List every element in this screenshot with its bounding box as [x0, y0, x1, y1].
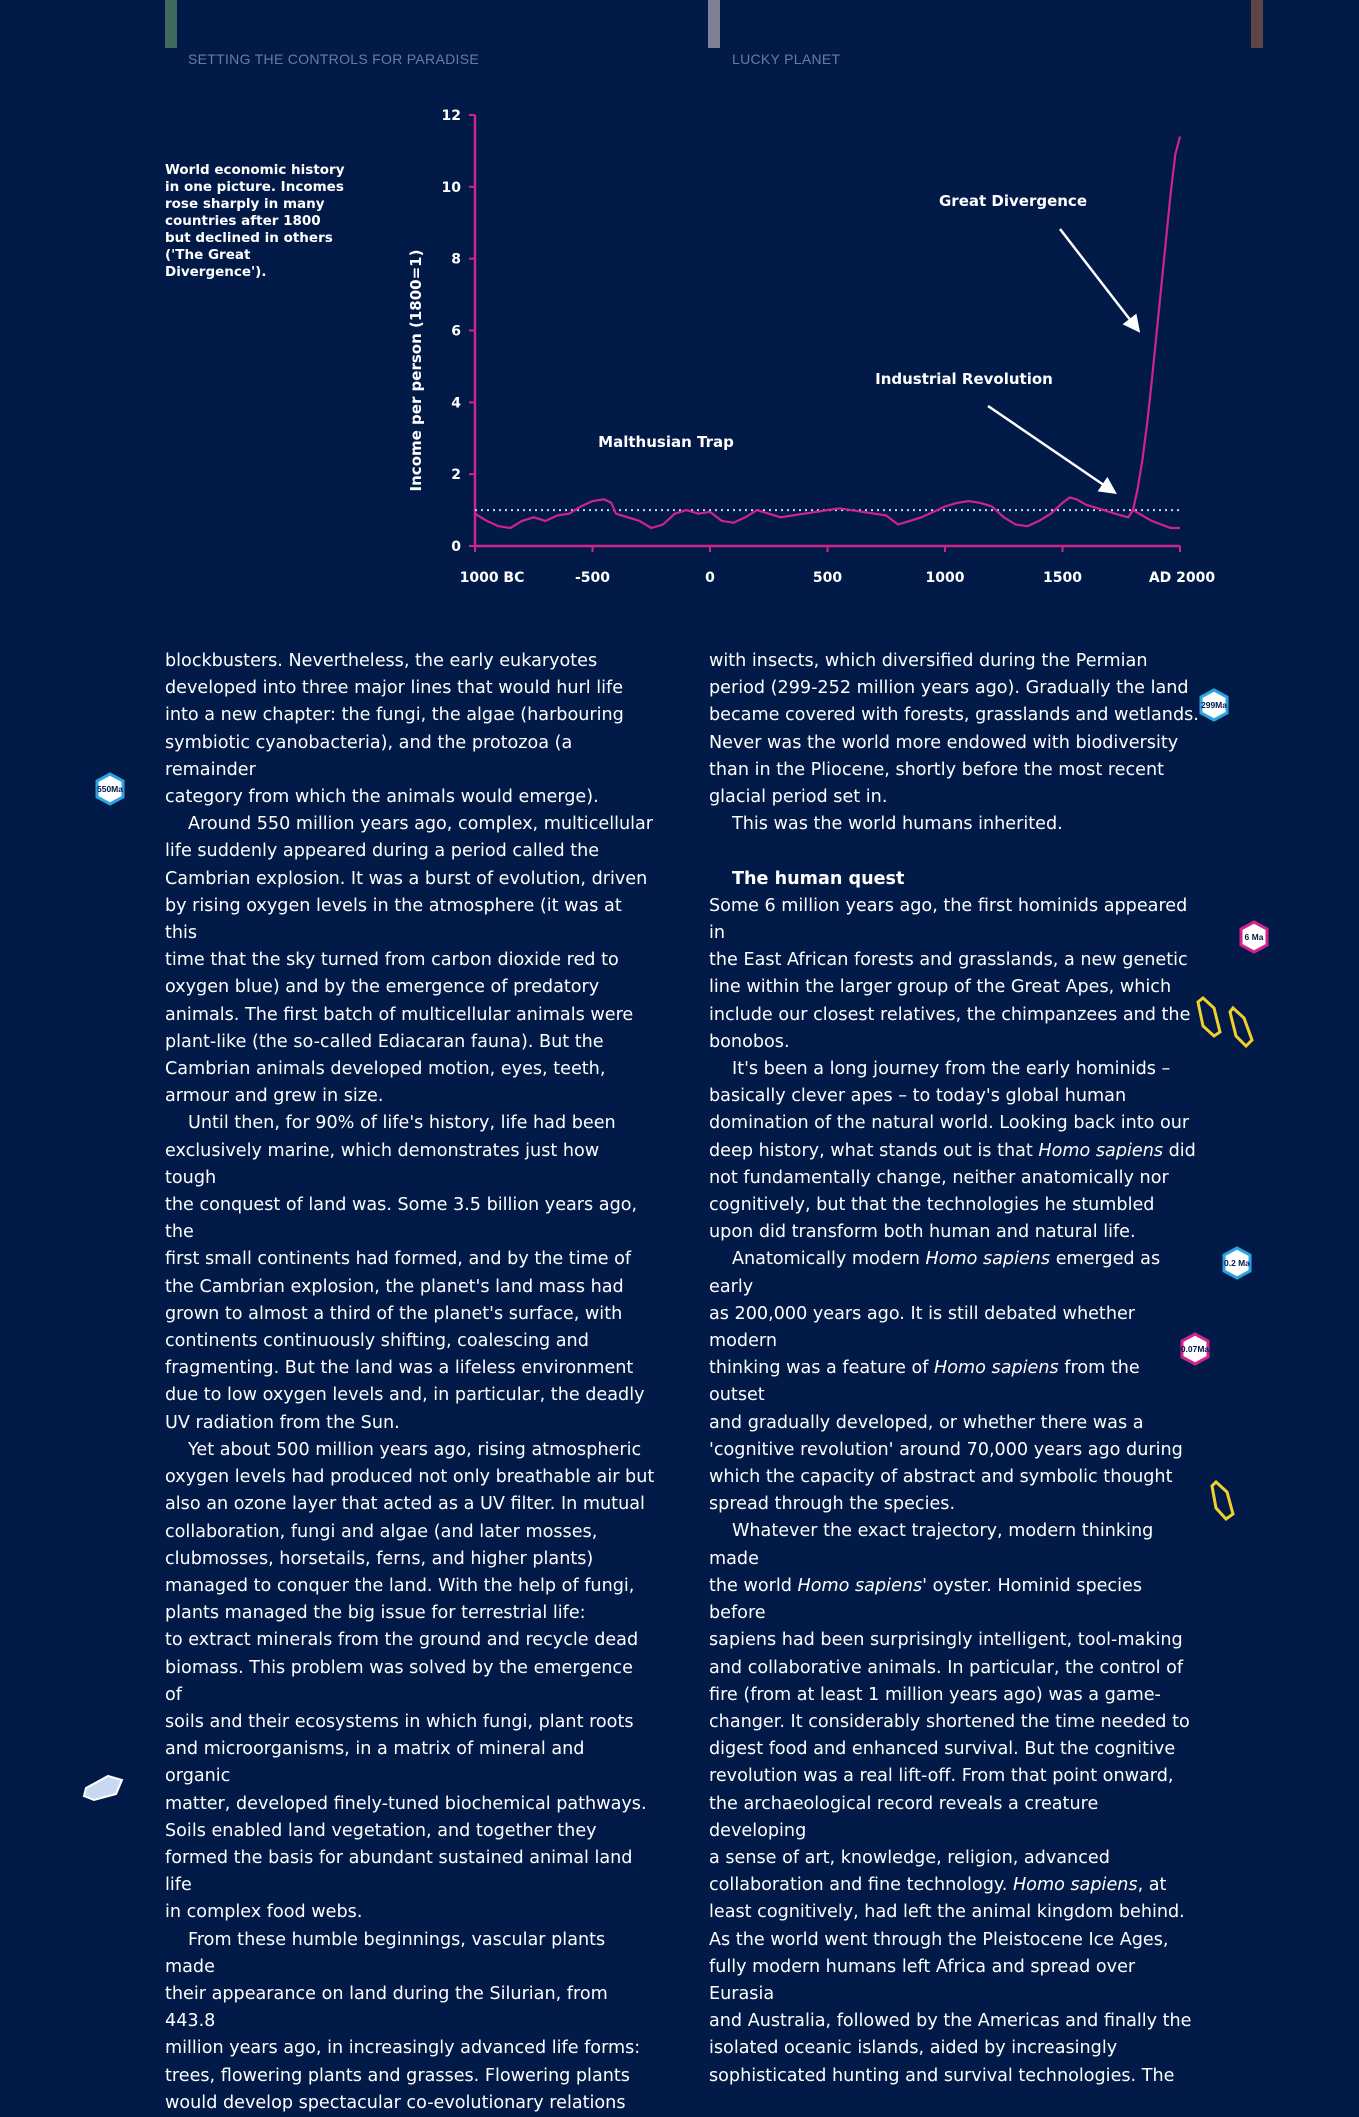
- species-name: Homo sapiens: [934, 1358, 1059, 1379]
- paragraph: Anatomically modern Homo sapiens emerged as early as 200,000 years ago. It is still debated whether modern thinking was a feature of Homo sapiens from the outset and gradually developed, or whether there was a 'cognitive revolution' around 70,000 years ago during which the capacity of abstract and symbolic thought spread through the species.: [709, 1249, 1183, 1515]
- x-tick-label: -500: [574, 570, 611, 586]
- paragraph: From these humble beginnings, vascular plants made their appearance on land during the Silurian, from 443.8 million years ago, in increasingly advanced life forms: trees, flowering plants and grasses. Flowering plants would develop spectacular co-evolutionary relations: [165, 1929, 641, 2113]
- paragraph: This was the world humans inherited.: [732, 814, 1063, 835]
- x-tick-label: 500: [812, 570, 843, 586]
- chart-annotation: Malthusian Trap: [598, 433, 734, 451]
- chart-annotation: Industrial Revolution: [875, 370, 1053, 388]
- paragraph: blockbusters. Nevertheless, the early eukaryotes developed into three major lines that would hurl life into a new chapter: the fungi, the algae (harbouring symbiotic cyanobacteria), and the protozoa (a remainder category from which the animals would emerge).: [165, 651, 624, 808]
- crystal-icon: [1230, 1008, 1252, 1046]
- paragraph: Yet about 500 million years ago, rising atmospheric oxygen levels had produced not only breathable air but also an ozone layer that acted as a UV filter. In mutual collaboration, fungi and algae (and later mosses, clubmosses, horsetails, ferns, and higher plants) managed to conquer the land. With the help of fungi, plants managed the big issue for terrestrial life: to extract minerals from the ground and recycle dead biomass. This problem was solved by the emergence of soils and their ecosystems in which fungi, plant roots and microorganisms, in a matrix of mineral and organic matter, developed finely-tuned biochemical pathways. Soils enabled land vegetation, and together they formed the basis for abundant sustained animal land life in complex food webs.: [165, 1439, 655, 1923]
- marker-label: 299Ma: [1201, 700, 1227, 710]
- crystal-icon: [1198, 998, 1220, 1036]
- running-head-right: LUCKY PLANET: [732, 51, 841, 67]
- paragraph: Around 550 million years ago, complex, multicellular life suddenly appeared during a period called the Cambrian explosion. It was a burst of evolution, driven by rising oxygen levels in the atmosphere (it was at this time that the sky turned from carbon dioxide red to oxygen blue) and by the emergence of predatory animals. The first batch of multicellular animals were plant-like (the so-called Ediacaran fauna). But the Cambrian animals developed motion, eyes, teeth, armour and grew in size.: [165, 814, 654, 1107]
- y-tick-label: 4: [451, 395, 461, 412]
- marker-label: 550Ma: [97, 784, 123, 794]
- x-tick-label: 1000: [925, 570, 965, 586]
- species-name: Homo sapiens: [797, 1575, 923, 1596]
- species-name: Homo sapiens: [925, 1249, 1051, 1270]
- species-name: Homo sapiens: [1012, 1875, 1138, 1896]
- paragraph: Until then, for 90% of life's history, life had been exclusively marine, which demonstrates just how tough the conquest of land was. Some 3.5 billion years ago, the first small continents had formed, and by the time of the Cambrian explosion, the planet's land mass had grown to almost a third of the planet's surface, with continents continuously shifting, coalescing and fragmenting. But the land was a lifeless environment due to low oxygen levels and, in particular, the deadly UV radiation from the Sun.: [165, 1113, 645, 1433]
- crystal-icon: [84, 1776, 122, 1800]
- paragraph: with insects, which diversified during the Permian period (299-252 million years ago). Gradually the land became covered with forests, grasslands and wetlands. Never was the world more endowed with biodiversity than in the Pliocene, shortly before the most recent glacial period set in.: [709, 651, 1199, 808]
- paragraph: Some 6 million years ago, the first hominids appeared in the East African forests and grasslands, a new genetic line within the larger group of the Great Apes, which include our closest relatives, the chimpanzees and the bonobos.: [709, 895, 1191, 1052]
- species-name: Homo sapiens: [1038, 1140, 1164, 1161]
- y-tick-label: 10: [441, 179, 461, 196]
- marker-label: 0.07Ma: [1180, 1344, 1210, 1354]
- figure-caption: World economic history in one picture. Incomes rose sharply in many countries after 1800 but declined in others ('The Great Divergence').: [165, 162, 345, 280]
- x-tick-label: 1000 BC: [459, 570, 525, 586]
- marker-label: 0.2 Ma: [1224, 1258, 1250, 1268]
- chart-annotation: Great Divergence: [939, 192, 1087, 210]
- x-tick-label: AD 2000: [1148, 570, 1216, 586]
- y-tick-label: 6: [451, 323, 461, 340]
- y-tick-label: 2: [451, 467, 461, 484]
- y-tick-label: 0: [451, 539, 461, 555]
- marker-label: 6 Ma: [1244, 932, 1264, 942]
- crystal-icon: [1212, 1482, 1233, 1519]
- section-heading: The human quest: [732, 868, 905, 889]
- paragraph: It's been a long journey from the early hominids – basically clever apes – to today's global human domination of the natural world. Looking back into our deep history, what stands out is that Homo sapiens did not fundamentally change, neither anatomically nor cognitively, but that the technologies he stumbled upon did transform both human and natural life.: [709, 1059, 1196, 1243]
- running-head-left: SETTING THE CONTROLS FOR PARADISE: [188, 51, 479, 67]
- paragraph: Whatever the exact trajectory, modern thinking made the world Homo sapiens' oyster. Hominid species before sapiens had been surprisingly intelligent, tool-making and collaborative animals. In particular, the control of fire (from at least 1 million years ago) was a game- changer. It considerably shortened the time needed to digest food and enhanced survival. But the cognitive revolution was a real lift-off. From that point onward, the archaeological record reveals a creature developing a sense of art, knowledge, religion, advanced collaboration and fine technology. Homo sapiens, at least cognitively, had left the animal kingdom behind. As the world went through the Pleistocene Ice Ages, fully modern humans left Africa and spread over Eurasia and Australia, followed by the Americas and finally the isolated oceanic islands, aided by increasingly sophisticated hunting and survival technologies. The: [709, 1521, 1192, 2086]
- y-axis-label: Income per person (1800=1): [407, 249, 425, 492]
- x-tick-label: 1500: [1043, 570, 1082, 586]
- y-tick-label: 8: [451, 251, 461, 268]
- y-tick-label: 12: [441, 108, 461, 124]
- x-tick-label: 0: [705, 570, 715, 586]
